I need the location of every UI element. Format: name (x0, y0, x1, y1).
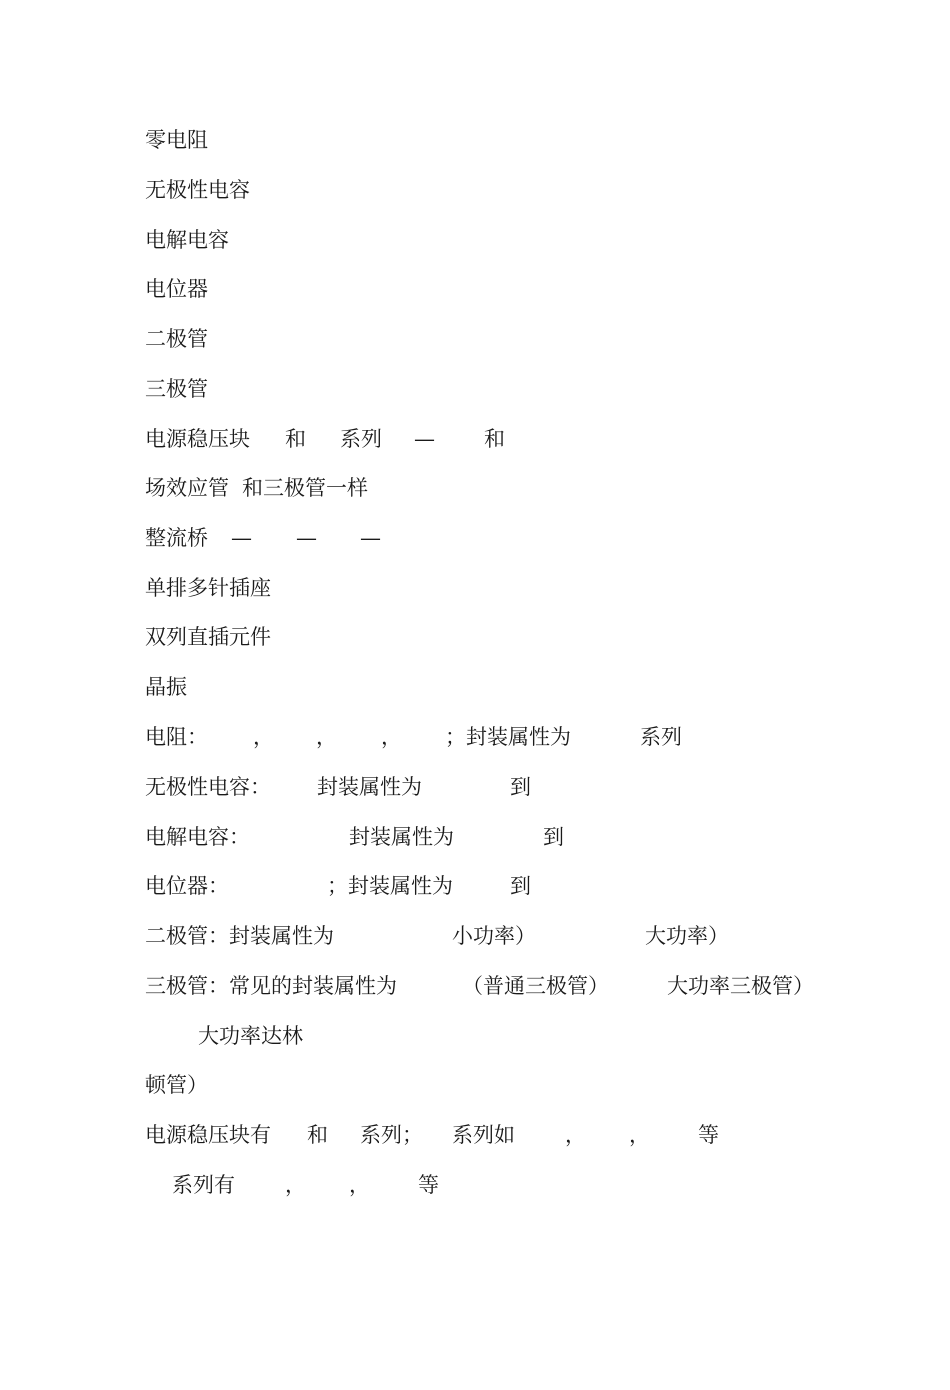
text-segment: 二极管：封装属性为 (145, 924, 334, 948)
text-line (0, 871, 950, 901)
text-line (0, 1021, 950, 1051)
text-segment: 电解电容 (145, 228, 229, 252)
text-segment: 电源稳压块 (145, 427, 250, 451)
text-segment: 和 (484, 427, 505, 451)
text-line (0, 424, 950, 454)
text-segment: — (296, 526, 317, 550)
text-segment: 电位器 (145, 277, 208, 301)
text-segment: 大功率） (645, 924, 729, 948)
text-line (0, 175, 950, 205)
text-line (0, 622, 950, 652)
text-segment: 电解电容： (145, 825, 250, 849)
text-segment: ， (316, 725, 337, 749)
text-segment: ；封装属性为 (327, 874, 453, 898)
text-segment: 三极管：常见的封装属性为 (145, 974, 397, 998)
text-line (0, 374, 950, 404)
text-segment: 零电阻 (145, 128, 208, 152)
text-segment: 电位器： (145, 874, 229, 898)
text-segment: 到 (510, 874, 531, 898)
text-line (0, 971, 950, 1001)
text-segment: — (414, 427, 435, 451)
text-segment: 系列 (340, 427, 382, 451)
text-segment: 大功率三极管） (667, 974, 814, 998)
text-segment: ， (381, 725, 402, 749)
text-segment: （普通三极管） (462, 974, 609, 998)
text-segment: 封装属性为 (317, 775, 422, 799)
text-line (0, 921, 950, 951)
text-segment: ， (349, 1173, 370, 1197)
text-segment: 三极管 (145, 377, 208, 401)
text-line (0, 722, 950, 752)
text-segment: 等 (418, 1173, 439, 1197)
text-segment: 和 (307, 1123, 328, 1147)
text-segment: 顿管） (145, 1073, 208, 1097)
text-line (0, 1170, 950, 1200)
text-line (0, 225, 950, 255)
text-line (0, 274, 950, 304)
text-segment: — (231, 526, 252, 550)
text-segment: 晶振 (145, 675, 187, 699)
text-segment: ， (629, 1123, 650, 1147)
text-segment: 和 (285, 427, 306, 451)
text-segment: 无极性电容 (145, 178, 250, 202)
text-segment: 系列如 (452, 1123, 515, 1147)
text-segment: 系列有 (172, 1173, 235, 1197)
text-segment: 系列； (360, 1123, 423, 1147)
text-segment: 到 (510, 775, 531, 799)
text-line (0, 822, 950, 852)
text-segment: 系列 (640, 725, 682, 749)
text-segment: 等 (698, 1123, 719, 1147)
text-segment: 和三极管一样 (242, 476, 368, 500)
text-line (0, 1120, 950, 1150)
text-line (0, 125, 950, 155)
text-segment: — (360, 526, 381, 550)
text-line (0, 672, 950, 702)
text-line (0, 324, 950, 354)
text-segment: 整流桥 (145, 526, 208, 550)
text-segment: 场效应管 (145, 476, 229, 500)
text-line (0, 772, 950, 802)
text-segment: 封装属性为 (349, 825, 454, 849)
text-line (0, 523, 950, 553)
text-line (0, 473, 950, 503)
text-segment: 二极管 (145, 327, 208, 351)
text-segment: 无极性电容： (145, 775, 271, 799)
text-segment: 单排多针插座 (145, 576, 271, 600)
text-segment: 电阻： (145, 725, 208, 749)
text-line (0, 1070, 950, 1100)
text-segment: ；封装属性为 (445, 725, 571, 749)
text-segment: ， (253, 725, 274, 749)
text-segment: ， (565, 1123, 586, 1147)
text-segment: 小功率） (452, 924, 536, 948)
text-segment: 双列直插元件 (145, 625, 271, 649)
text-segment: 电源稳压块有 (145, 1123, 271, 1147)
text-line (0, 573, 950, 603)
text-segment: ， (285, 1173, 306, 1197)
text-segment: 到 (543, 825, 564, 849)
text-segment: 大功率达林 (198, 1024, 303, 1048)
